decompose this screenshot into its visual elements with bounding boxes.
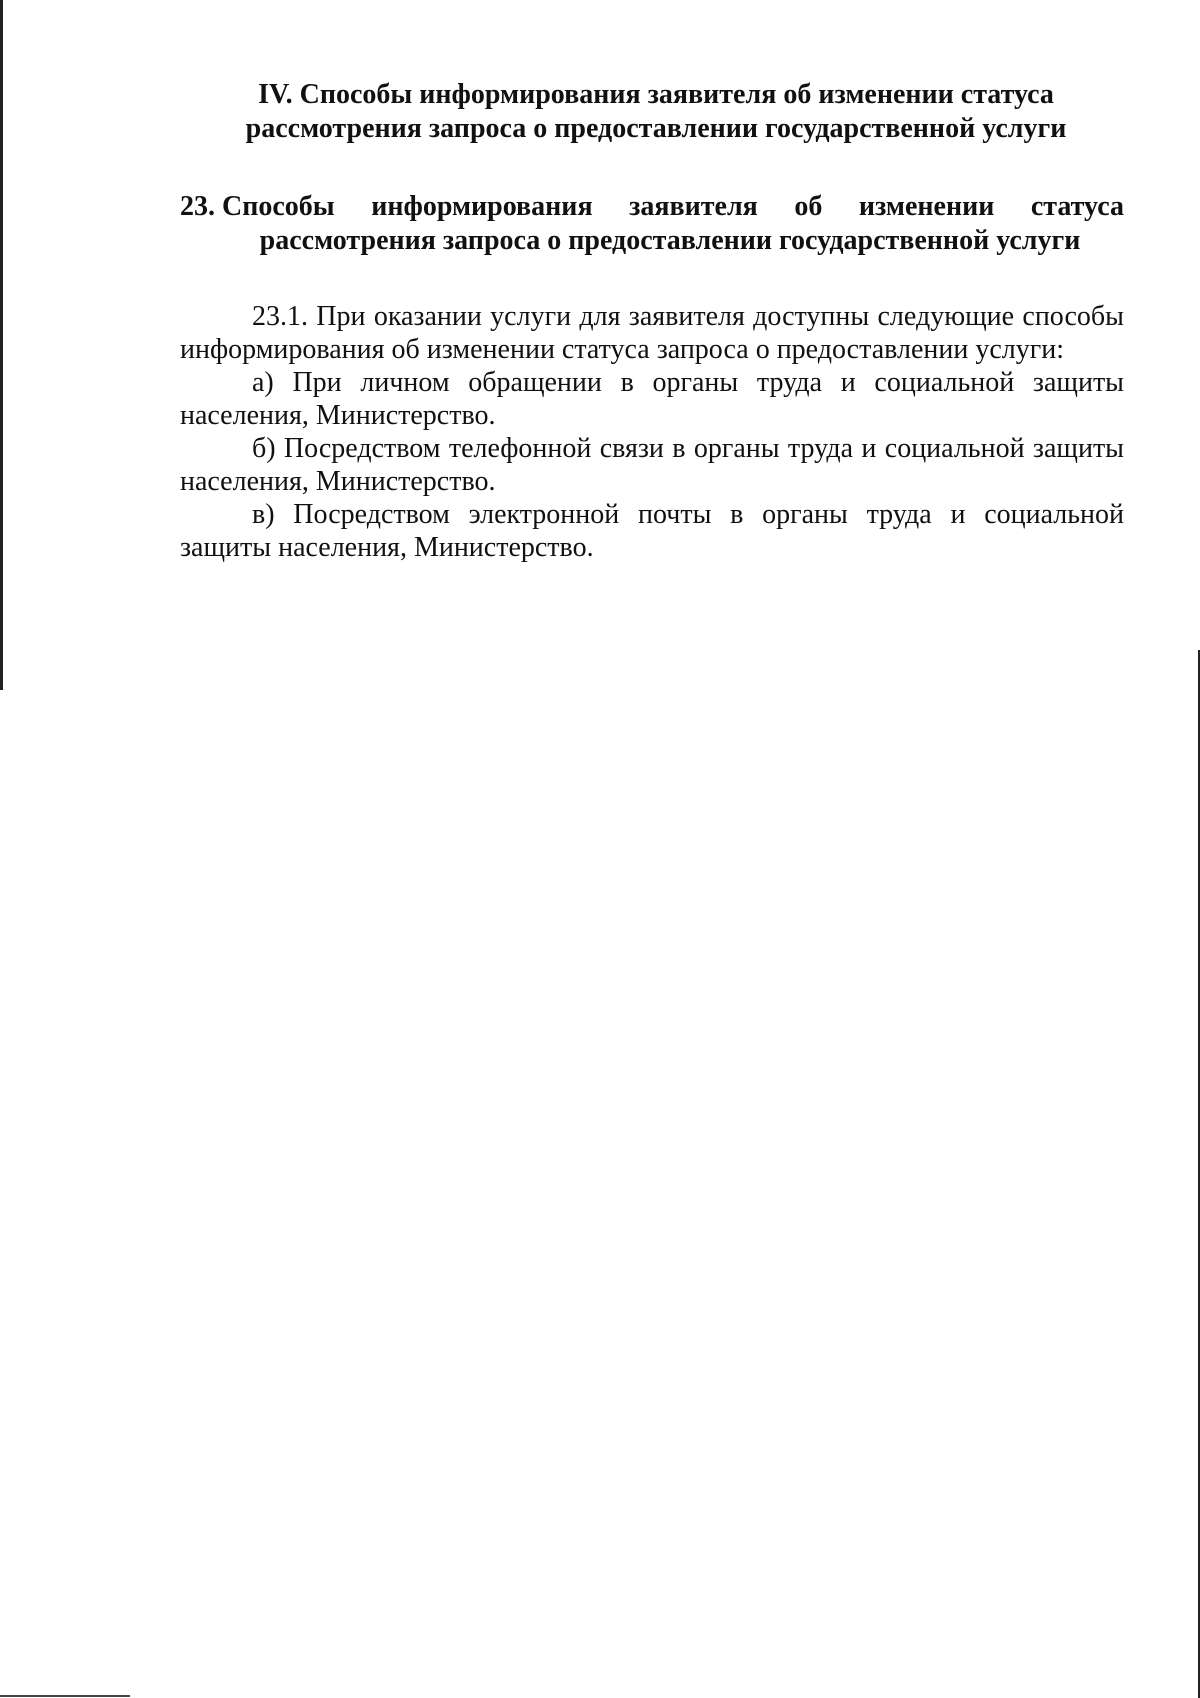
paragraph-item-b: б) Посредством телефонной связи в органы труда и социальной защиты населения, Министерство.: [180, 433, 1124, 497]
section-title-word: об: [794, 191, 823, 222]
paragraph-item-a: а) При личном обращении в органы труда и социальной защиты населения, Министерство.: [180, 367, 1124, 431]
section-title: [180, 190, 1124, 258]
scan-edge-bottom: [0, 1695, 130, 1697]
section-title-word: статуса: [1030, 191, 1124, 222]
section-title-word: изменении: [858, 191, 995, 222]
section-title-word: информирования: [371, 191, 593, 222]
paragraph-item-v: в) Посредством электронной почты в органы труда и социальной защиты населения, Министерство.: [180, 499, 1124, 563]
paragraph-23-1: 23.1. При оказании услуги для заявителя доступны следующие способы информирования об изменении статуса запроса о предоставлении услуги:: [180, 301, 1124, 365]
section-title-word: 23. Способы: [180, 191, 335, 222]
chapter-title-line2: рассмотрения запроса о предоставлении государственной услуги: [245, 113, 1067, 144]
chapter-title: [180, 78, 1124, 146]
section-title-word: заявителя: [629, 191, 758, 222]
scan-edge-left: [0, 0, 3, 690]
body-text: [180, 300, 1124, 564]
document-content: [180, 78, 1124, 564]
section-title-line1: [180, 190, 1124, 224]
chapter-title-line1: IV. Способы информирования заявителя об изменении статуса: [258, 79, 1054, 110]
section-title-line2: рассмотрения запроса о предоставлении государственной услуги: [259, 225, 1081, 256]
